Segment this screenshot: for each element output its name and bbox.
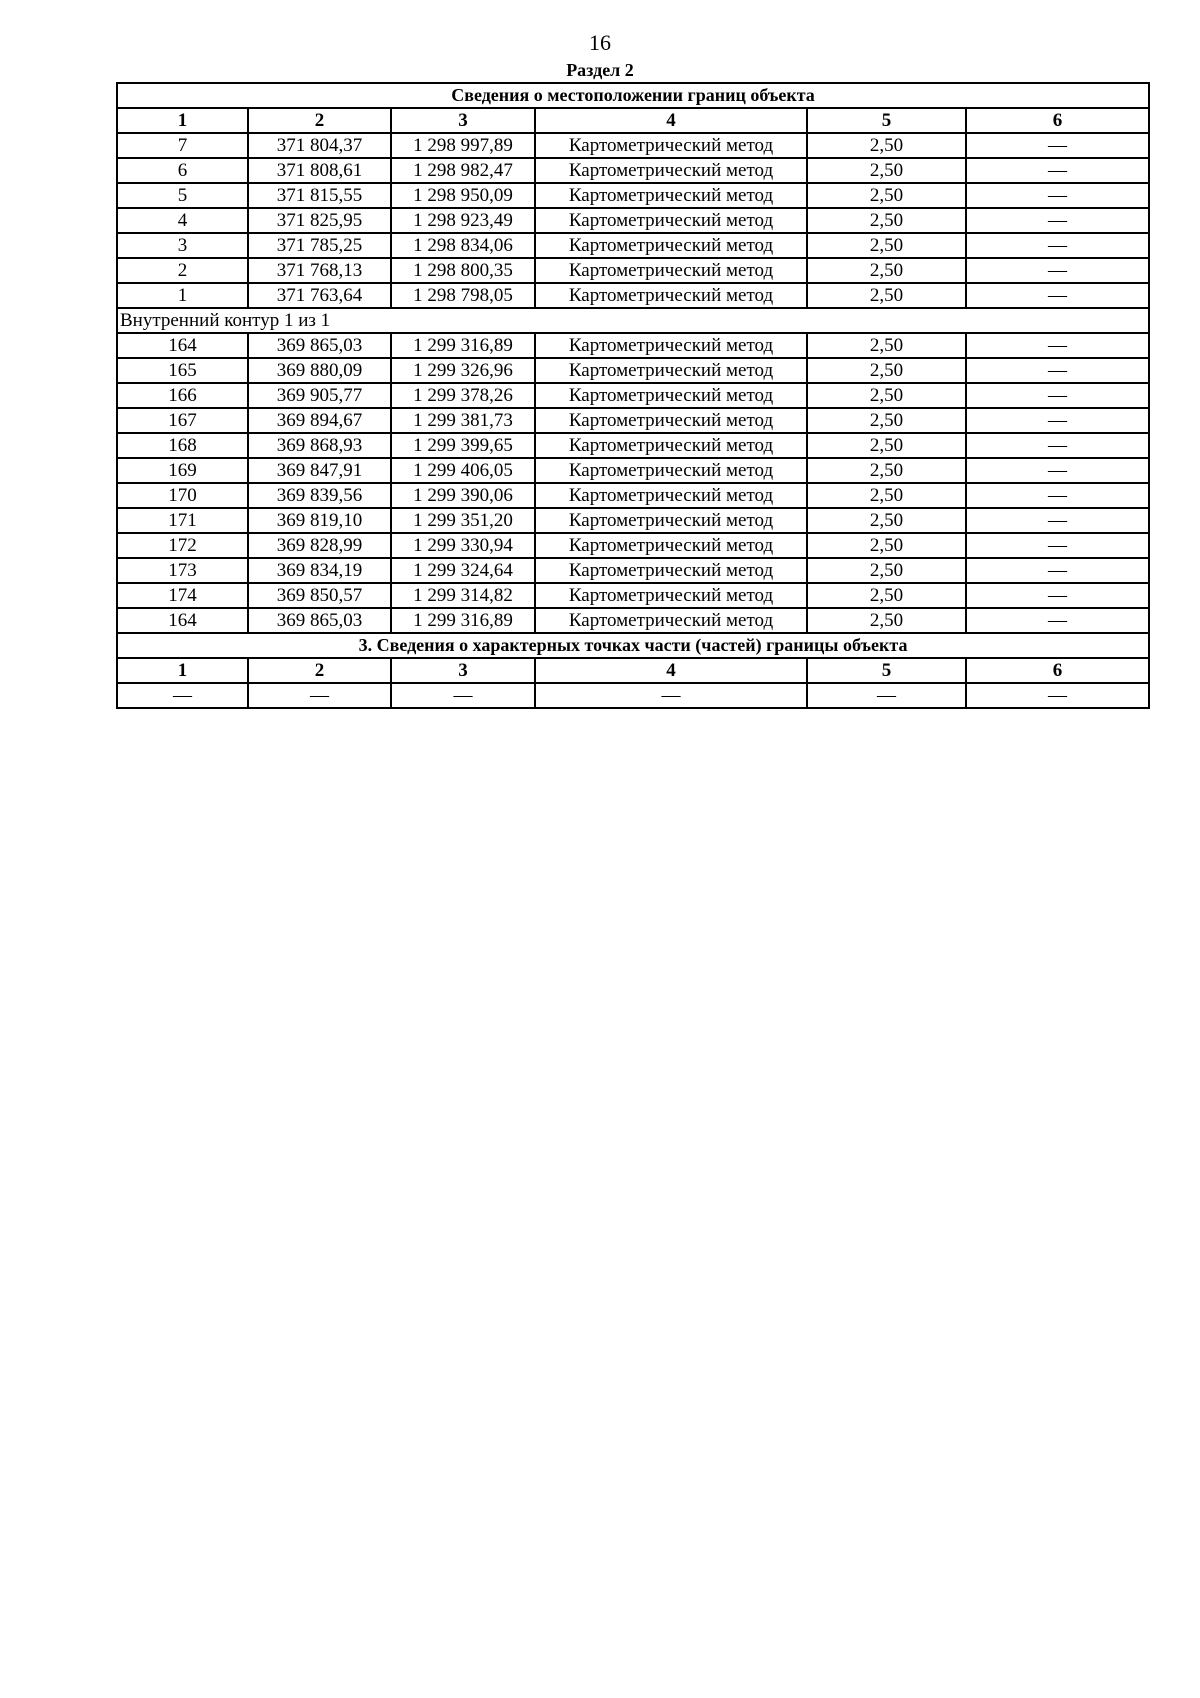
contour-label-cell: Внутренний контур 1 из 1 xyxy=(117,308,1149,333)
column-header: 1 xyxy=(117,108,248,133)
table-cell: — xyxy=(391,683,535,708)
table-cell: 2,50 xyxy=(807,208,966,233)
table-row xyxy=(117,558,1149,583)
table-cell: 369 894,67 xyxy=(248,408,391,433)
table-cell: 2,50 xyxy=(807,408,966,433)
table-cell: 369 850,57 xyxy=(248,583,391,608)
table-cell: — xyxy=(966,383,1149,408)
table-cell: 1 298 798,05 xyxy=(391,283,535,308)
table-cell: Картометрический метод xyxy=(535,208,807,233)
table-row xyxy=(117,233,1149,258)
table-row xyxy=(117,508,1149,533)
table-cell: 1 299 390,06 xyxy=(391,483,535,508)
boundary-table xyxy=(116,82,1150,709)
table-cell: 369 868,93 xyxy=(248,433,391,458)
table-row xyxy=(117,483,1149,508)
table-cell: — xyxy=(966,483,1149,508)
column-header: 6 xyxy=(966,658,1149,683)
table-cell: — xyxy=(966,183,1149,208)
table-cell: 369 819,10 xyxy=(248,508,391,533)
table-cell: — xyxy=(966,158,1149,183)
table-cell: 2,50 xyxy=(807,558,966,583)
table-cell: — xyxy=(966,458,1149,483)
table-cell: 6 xyxy=(117,158,248,183)
column-header: 3 xyxy=(391,658,535,683)
table-cell: 1 299 324,64 xyxy=(391,558,535,583)
table-cell: 369 905,77 xyxy=(248,383,391,408)
table-cell: 167 xyxy=(117,408,248,433)
table-cell: — xyxy=(966,583,1149,608)
parts-table-caption xyxy=(117,633,1149,658)
table-cell: 371 808,61 xyxy=(248,158,391,183)
table-cell: Картометрический метод xyxy=(535,233,807,258)
table-row xyxy=(117,408,1149,433)
table-row xyxy=(117,133,1149,158)
column-header: 5 xyxy=(807,658,966,683)
table-cell: — xyxy=(535,683,807,708)
table-cell: — xyxy=(966,508,1149,533)
table-cell: 2,50 xyxy=(807,133,966,158)
table-cell: 164 xyxy=(117,333,248,358)
table-cell: Картометрический метод xyxy=(535,433,807,458)
table-cell: Картометрический метод xyxy=(535,183,807,208)
table-cell: 369 880,09 xyxy=(248,358,391,383)
table-cell: 2,50 xyxy=(807,483,966,508)
table-cell: 168 xyxy=(117,433,248,458)
page-number: 16 xyxy=(589,30,611,55)
table-cell: — xyxy=(966,533,1149,558)
table-cell: 2 xyxy=(117,258,248,283)
table-row xyxy=(117,158,1149,183)
table-cell: 1 299 378,26 xyxy=(391,383,535,408)
column-header: 6 xyxy=(966,108,1149,133)
table-cell: — xyxy=(966,233,1149,258)
column-header: 5 xyxy=(807,108,966,133)
table-cell: — xyxy=(966,333,1149,358)
parts-table-caption-cell: 3. Сведения о характерных точках части (частей) границы объекта xyxy=(117,633,1149,658)
table-row xyxy=(117,358,1149,383)
table-row xyxy=(117,533,1149,558)
table-row xyxy=(117,333,1149,358)
table-cell: 174 xyxy=(117,583,248,608)
table-cell: 170 xyxy=(117,483,248,508)
table-cell: — xyxy=(966,133,1149,158)
table-cell: 7 xyxy=(117,133,248,158)
table-cell: 2,50 xyxy=(807,583,966,608)
table-cell: 165 xyxy=(117,358,248,383)
table-cell: 1 299 316,89 xyxy=(391,333,535,358)
table-cell: — xyxy=(966,283,1149,308)
table-cell: 369 828,99 xyxy=(248,533,391,558)
table-cell: Картометрический метод xyxy=(535,383,807,408)
table-cell: 369 847,91 xyxy=(248,458,391,483)
table-cell: 1 298 997,89 xyxy=(391,133,535,158)
table-cell: 1 299 406,05 xyxy=(391,458,535,483)
table-row xyxy=(117,183,1149,208)
table-cell: 2,50 xyxy=(807,283,966,308)
table-cell: — xyxy=(966,608,1149,633)
table-cell: Картометрический метод xyxy=(535,258,807,283)
table-row xyxy=(117,458,1149,483)
table-cell: 369 865,03 xyxy=(248,333,391,358)
section-title: Раздел 2 xyxy=(566,60,634,80)
table-cell: 166 xyxy=(117,383,248,408)
table-cell: 1 299 316,89 xyxy=(391,608,535,633)
table-row xyxy=(117,208,1149,233)
table-cell: 2,50 xyxy=(807,358,966,383)
table-cell: 172 xyxy=(117,533,248,558)
table-cell: 4 xyxy=(117,208,248,233)
table-row xyxy=(117,583,1149,608)
table-cell: 369 834,19 xyxy=(248,558,391,583)
table-cell: 1 299 326,96 xyxy=(391,358,535,383)
boundary-table-body xyxy=(117,83,1149,708)
table-cell: 1 298 800,35 xyxy=(391,258,535,283)
table-cell: 5 xyxy=(117,183,248,208)
table-cell: Картометрический метод xyxy=(535,158,807,183)
table-cell: 371 763,64 xyxy=(248,283,391,308)
table-cell: Картометрический метод xyxy=(535,608,807,633)
table-cell: — xyxy=(966,683,1149,708)
column-header: 1 xyxy=(117,658,248,683)
table-cell: — xyxy=(966,258,1149,283)
table-cell: Картометрический метод xyxy=(535,458,807,483)
table-cell: — xyxy=(807,683,966,708)
table-cell: Картометрический метод xyxy=(535,333,807,358)
table-cell: 371 804,37 xyxy=(248,133,391,158)
table-cell: 371 825,95 xyxy=(248,208,391,233)
column-header: 2 xyxy=(248,658,391,683)
column-header: 3 xyxy=(391,108,535,133)
table-cell: 371 768,13 xyxy=(248,258,391,283)
table-cell: — xyxy=(966,558,1149,583)
table-cell: 1 298 950,09 xyxy=(391,183,535,208)
table-cell: 3 xyxy=(117,233,248,258)
table-cell: 2,50 xyxy=(807,183,966,208)
table-cell: 1 299 381,73 xyxy=(391,408,535,433)
column-header: 4 xyxy=(535,658,807,683)
table-row xyxy=(117,608,1149,633)
table-cell: — xyxy=(966,208,1149,233)
table-cell: 2,50 xyxy=(807,258,966,283)
table-cell: 2,50 xyxy=(807,533,966,558)
table-cell: Картометрический метод xyxy=(535,408,807,433)
table-cell: Картометрический метод xyxy=(535,358,807,383)
table-cell: — xyxy=(117,683,248,708)
table-cell: 1 298 834,06 xyxy=(391,233,535,258)
table-caption xyxy=(117,83,1149,108)
table-cell: 2,50 xyxy=(807,458,966,483)
column-header: 4 xyxy=(535,108,807,133)
table-caption-cell: Сведения о местоположении границ объекта xyxy=(117,83,1149,108)
header-row xyxy=(117,108,1149,133)
table-cell: 1 299 351,20 xyxy=(391,508,535,533)
table-row xyxy=(117,383,1149,408)
table-cell: Картометрический метод xyxy=(535,508,807,533)
table-cell: 2,50 xyxy=(807,508,966,533)
table-row xyxy=(117,283,1149,308)
table-cell: 1 299 314,82 xyxy=(391,583,535,608)
table-cell: Картометрический метод xyxy=(535,583,807,608)
table-cell: Картометрический метод xyxy=(535,483,807,508)
table-cell: 371 785,25 xyxy=(248,233,391,258)
table-cell: 1 298 982,47 xyxy=(391,158,535,183)
table-cell: 2,50 xyxy=(807,233,966,258)
table-cell: 2,50 xyxy=(807,158,966,183)
table-cell: 371 815,55 xyxy=(248,183,391,208)
table-cell: 171 xyxy=(117,508,248,533)
table-cell: 173 xyxy=(117,558,248,583)
table-cell: 2,50 xyxy=(807,333,966,358)
column-header: 2 xyxy=(248,108,391,133)
table-cell: Картометрический метод xyxy=(535,533,807,558)
table-cell: 2,50 xyxy=(807,608,966,633)
table-cell: — xyxy=(966,358,1149,383)
table-cell: — xyxy=(248,683,391,708)
table-cell: 1 299 399,65 xyxy=(391,433,535,458)
table-cell: 369 865,03 xyxy=(248,608,391,633)
contour-label xyxy=(117,308,1149,333)
table-cell: — xyxy=(966,433,1149,458)
table-row xyxy=(117,258,1149,283)
table-cell: 169 xyxy=(117,458,248,483)
table-cell: Картометрический метод xyxy=(535,133,807,158)
table-cell: 1 298 923,49 xyxy=(391,208,535,233)
parts-table-row xyxy=(117,683,1149,708)
table-cell: 164 xyxy=(117,608,248,633)
table-row xyxy=(117,433,1149,458)
table-cell: Картометрический метод xyxy=(535,283,807,308)
table-cell: Картометрический метод xyxy=(535,558,807,583)
table-cell: 369 839,56 xyxy=(248,483,391,508)
table-cell: 1 299 330,94 xyxy=(391,533,535,558)
table-cell: 2,50 xyxy=(807,433,966,458)
table-cell: — xyxy=(966,408,1149,433)
parts-header-row xyxy=(117,658,1149,683)
table-cell: 2,50 xyxy=(807,383,966,408)
table-cell: 1 xyxy=(117,283,248,308)
